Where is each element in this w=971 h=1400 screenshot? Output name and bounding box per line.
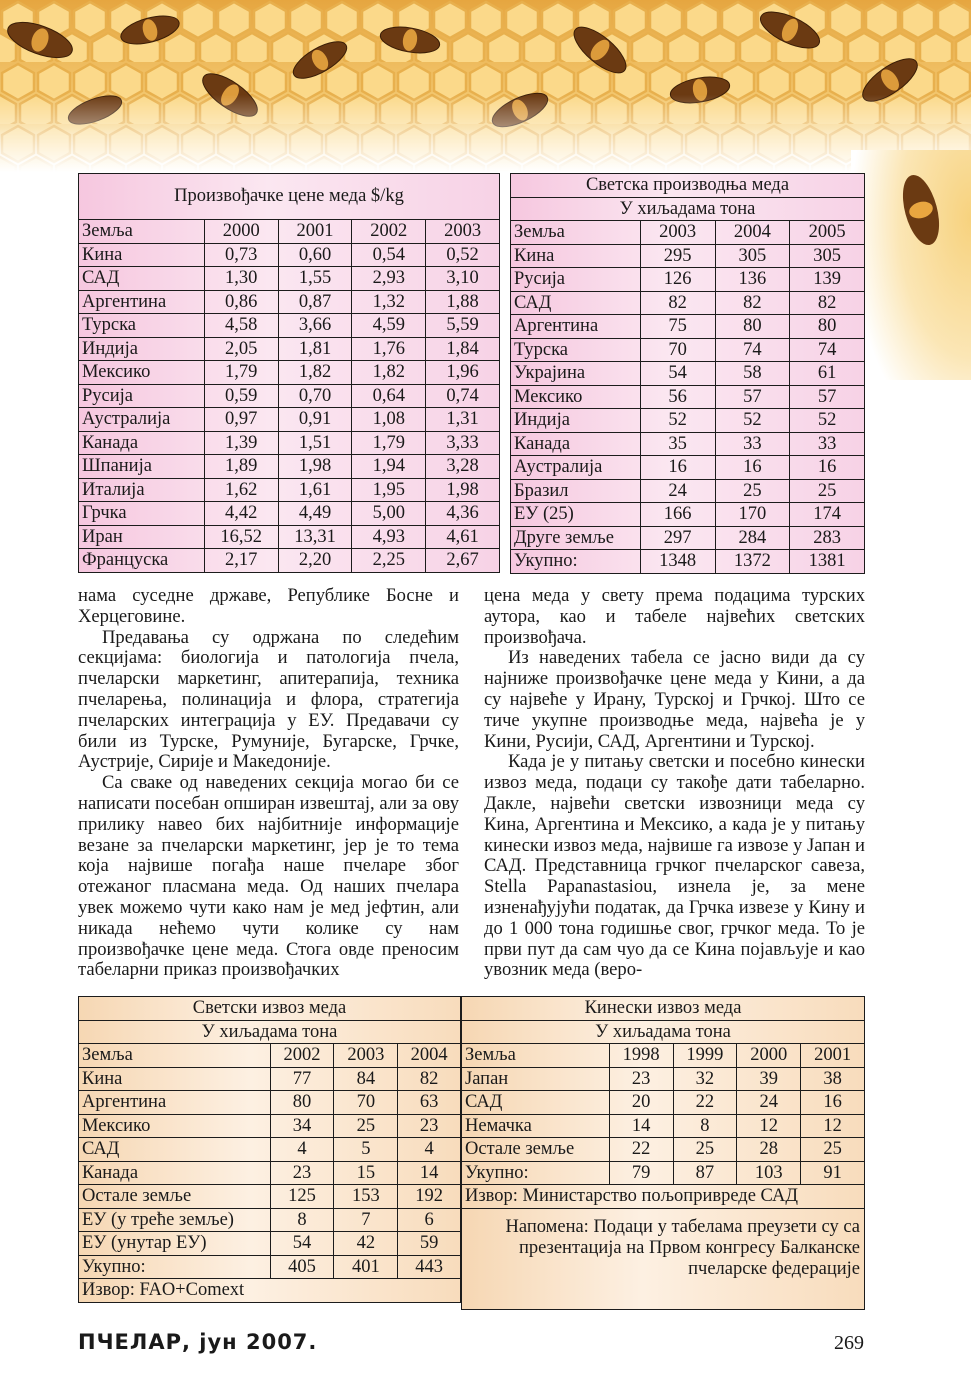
table-cell: 0,73 xyxy=(204,243,278,267)
table-cell: 1372 xyxy=(715,550,790,574)
table-cell: 54 xyxy=(640,362,715,386)
column-header: 1998 xyxy=(609,1044,673,1068)
table-cell: 295 xyxy=(640,244,715,268)
row-label: Индија xyxy=(511,409,641,433)
table-cell: 82 xyxy=(715,291,790,315)
table-row xyxy=(79,525,500,549)
row-label: Аргентина xyxy=(79,290,205,314)
table-row xyxy=(79,1208,461,1232)
table-cell: 25 xyxy=(334,1114,398,1138)
table-row xyxy=(79,243,500,267)
row-label: Немачка xyxy=(462,1114,610,1138)
table-cell: 1,61 xyxy=(278,478,352,502)
table-source: Извор: Министарство пољопривреде САД xyxy=(462,1185,865,1209)
table-cell: 25 xyxy=(790,479,865,503)
table-cell: 59 xyxy=(398,1232,461,1256)
row-label: Аргентина xyxy=(511,315,641,339)
paragraph: Предавања су одржана по следећим секцијама: биологија и патологија пчела, пчеларски маркетинг, апитерапија, техника пчеларења, полинација и флора, стратегија пчеларских интеграција у ЕУ. Предавачи су били из Турске, Румуније, Бугарске, Грчке, Аустрије, Сирије и Македоније. xyxy=(78,626,459,773)
table-row xyxy=(511,456,865,480)
table-cell: 1,95 xyxy=(352,478,426,502)
table-cell: 79 xyxy=(609,1161,673,1185)
page-number: 269 xyxy=(834,1332,864,1354)
row-label: Укупно: xyxy=(79,1255,271,1279)
table-cell: 0,52 xyxy=(426,243,500,267)
table-cell: 0,86 xyxy=(204,290,278,314)
table-cell: 1,79 xyxy=(352,431,426,455)
table-cell: 4 xyxy=(398,1138,461,1162)
table-cell: 1,94 xyxy=(352,455,426,479)
table-cell: 2,67 xyxy=(426,549,500,573)
table-cell: 166 xyxy=(640,503,715,527)
table-cell: 0,60 xyxy=(278,243,352,267)
table-cell: 12 xyxy=(801,1114,865,1138)
row-label: Аргентина xyxy=(79,1091,271,1115)
table-cell: 16 xyxy=(715,456,790,480)
table-row xyxy=(462,1114,865,1138)
table-header-row xyxy=(462,1044,865,1068)
table-cell: 35 xyxy=(640,432,715,456)
article-column-right xyxy=(484,586,865,981)
table-cell: 77 xyxy=(270,1067,334,1091)
table-subtitle-row xyxy=(462,1020,865,1044)
table-cell: 23 xyxy=(398,1114,461,1138)
column-header: Земља xyxy=(462,1044,610,1068)
table-cell: 0,64 xyxy=(352,384,426,408)
table-cell: 80 xyxy=(715,315,790,339)
table-cell: 14 xyxy=(609,1114,673,1138)
table-row xyxy=(511,526,865,550)
table-row xyxy=(79,361,500,385)
table-row xyxy=(79,502,500,526)
column-header: 2002 xyxy=(352,220,426,244)
table-cell: 4,58 xyxy=(204,314,278,338)
row-label: Турска xyxy=(79,314,205,338)
table-row xyxy=(462,1138,865,1162)
paragraph: Са сваке од наведених секција могао би се написати посебан опширан извештај, али за ову прилику навео бих најбитније информације везане за пчеларски маркетинг, јер је то тема која највише погађа наше пчеларе због отежаног пласмана меда. Од наших пчелара увек можемо чути како нам је мед јефтин, али никада нећемо чути колике су нам произвођачке цене меда. Стога овде преносим табеларни приказ произвођачких xyxy=(78,772,459,981)
column-header: Земља xyxy=(79,1044,271,1068)
journal-footer: ПЧЕЛАР, јун 2007. xyxy=(78,1330,318,1354)
row-label: Кина xyxy=(79,243,205,267)
table-cell: 82 xyxy=(640,291,715,315)
row-label: Грчка xyxy=(79,502,205,526)
column-header: 2004 xyxy=(398,1044,461,1068)
table-cell: 13,31 xyxy=(278,525,352,549)
table-title-row xyxy=(79,997,461,1021)
table-cell: 5,00 xyxy=(352,502,426,526)
row-label: САД xyxy=(462,1091,610,1115)
table-cell: 87 xyxy=(673,1161,737,1185)
table-cell: 80 xyxy=(270,1091,334,1115)
table-row xyxy=(79,290,500,314)
table-cell: 63 xyxy=(398,1091,461,1115)
row-label: Француска xyxy=(79,549,205,573)
column-header: 2003 xyxy=(426,220,500,244)
table-subtitle-row xyxy=(511,197,865,221)
table-cell: 25 xyxy=(715,479,790,503)
table-cell: 80 xyxy=(790,315,865,339)
table-row xyxy=(462,1067,865,1091)
table-cell: 20 xyxy=(609,1091,673,1115)
table-cell: 4 xyxy=(270,1138,334,1162)
table-row xyxy=(79,1161,461,1185)
table-cell: 1,88 xyxy=(426,290,500,314)
table-cell: 1381 xyxy=(790,550,865,574)
table-cell: 1,98 xyxy=(426,478,500,502)
table-row xyxy=(79,549,500,573)
table-row xyxy=(79,408,500,432)
row-label: САД xyxy=(79,1138,271,1162)
table-cell: 283 xyxy=(790,526,865,550)
table-cell: 23 xyxy=(609,1067,673,1091)
table-cell: 1,39 xyxy=(204,431,278,455)
table-header-row xyxy=(511,221,865,245)
table-cell: 1,62 xyxy=(204,478,278,502)
column-header: 2005 xyxy=(790,221,865,245)
table-row xyxy=(79,314,500,338)
table-cell: 7 xyxy=(334,1208,398,1232)
table-cell: 16,52 xyxy=(204,525,278,549)
table-cell: 38 xyxy=(801,1067,865,1091)
table-row xyxy=(79,1185,461,1209)
table-row xyxy=(462,1091,865,1115)
table-cell: 0,87 xyxy=(278,290,352,314)
table-cell: 170 xyxy=(715,503,790,527)
article-column-left xyxy=(78,586,459,981)
table-cell: 24 xyxy=(737,1091,801,1115)
table-cell: 1,30 xyxy=(204,267,278,291)
world-export-table xyxy=(78,996,461,1303)
paragraph: нама суседне државе, Републике Босне и Херцеговине. xyxy=(78,585,459,627)
column-header: 1999 xyxy=(673,1044,737,1068)
row-label: Канада xyxy=(79,1161,271,1185)
column-header: 2003 xyxy=(640,221,715,245)
table-title: Светски извоз меда xyxy=(79,997,461,1021)
row-label: Кина xyxy=(79,1067,271,1091)
column-header: 2002 xyxy=(270,1044,334,1068)
table-cell: 14 xyxy=(398,1161,461,1185)
table-cell: 16 xyxy=(801,1091,865,1115)
table-cell: 74 xyxy=(715,338,790,362)
paragraph: цена меда у свету према подацима турских аутора, као и табеле највећих светских произвођача. xyxy=(484,585,865,648)
table-cell: 25 xyxy=(673,1138,737,1162)
table-cell: 305 xyxy=(715,244,790,268)
table-title-row xyxy=(511,174,865,198)
row-label: Остале земље xyxy=(79,1185,271,1209)
table-cell: 1,98 xyxy=(278,455,352,479)
row-label: ЕУ (унутар ЕУ) xyxy=(79,1232,271,1256)
column-header: Земља xyxy=(79,220,205,244)
table-row xyxy=(79,1232,461,1256)
row-label: Турска xyxy=(511,338,641,362)
row-label: ЕУ (у треће земље) xyxy=(79,1208,271,1232)
table-cell: 32 xyxy=(673,1067,737,1091)
table-cell: 8 xyxy=(673,1114,737,1138)
table-cell: 84 xyxy=(334,1067,398,1091)
table-cell: 297 xyxy=(640,526,715,550)
row-label: Јапан xyxy=(462,1067,610,1091)
table-source-row xyxy=(79,1279,461,1303)
row-label: Аустралија xyxy=(511,456,641,480)
row-label: Друге земље xyxy=(511,526,641,550)
table-cell: 58 xyxy=(715,362,790,386)
table-title: Светска производња меда xyxy=(511,174,865,198)
row-label: Италија xyxy=(79,478,205,502)
table-cell: 1,31 xyxy=(426,408,500,432)
row-label: Шпанија xyxy=(79,455,205,479)
row-label: Мексико xyxy=(511,385,641,409)
table-row xyxy=(511,479,865,503)
table-cell: 56 xyxy=(640,385,715,409)
table-row xyxy=(79,431,500,455)
table-row xyxy=(79,455,500,479)
table-cell: 8 xyxy=(270,1208,334,1232)
paragraph: Када је у питању светски и посебно кинески извоз меда, подаци су такође дати табеларно. Дакле, највећи светски извозници меда су Кина, Аргентина и Мексико, а када је у питању кинески извоз меда, највише га извозе у Јапан и САД. Представница грчког пчеларског савеза, Stella Papanastasiou, изнела је, за мене изненађујући податак, да Грчка извезе у Кину и до 1 000 тона годишње свог, грчког меда. То је први пут да сам чуо да се Кина појављује и као увозник меда (веро- xyxy=(484,751,865,981)
table-cell: 70 xyxy=(334,1091,398,1115)
table-cell: 0,54 xyxy=(352,243,426,267)
table-cell: 25 xyxy=(801,1138,865,1162)
row-label: Укупно: xyxy=(511,550,641,574)
table-cell: 23 xyxy=(270,1161,334,1185)
column-header: Земља xyxy=(511,221,641,245)
table-cell: 28 xyxy=(737,1138,801,1162)
table-cell: 24 xyxy=(640,479,715,503)
table-cell: 75 xyxy=(640,315,715,339)
table-cell: 82 xyxy=(790,291,865,315)
table-row xyxy=(511,338,865,362)
table-row xyxy=(511,550,865,574)
table-subtitle: У хиљадама тона xyxy=(511,197,865,221)
table-subtitle: У хиљадама тона xyxy=(79,1020,461,1044)
row-label: Иран xyxy=(79,525,205,549)
table-row xyxy=(79,1255,461,1279)
column-header: 2001 xyxy=(278,220,352,244)
row-label: Бразил xyxy=(511,479,641,503)
table-cell: 1,96 xyxy=(426,361,500,385)
column-header: 2003 xyxy=(334,1044,398,1068)
producer-prices-table xyxy=(78,173,500,573)
table-cell: 4,36 xyxy=(426,502,500,526)
row-label: ЕУ (25) xyxy=(511,503,641,527)
table-cell: 1,32 xyxy=(352,290,426,314)
table-cell: 3,28 xyxy=(426,455,500,479)
table-cell: 1,51 xyxy=(278,431,352,455)
table-row xyxy=(511,244,865,268)
table-title-row xyxy=(462,997,865,1021)
row-label: Индија xyxy=(79,337,205,361)
table-cell: 0,91 xyxy=(278,408,352,432)
table-cell: 153 xyxy=(334,1185,398,1209)
honeycomb-side-decoration xyxy=(851,150,971,380)
table-cell: 34 xyxy=(270,1114,334,1138)
table-cell: 33 xyxy=(715,432,790,456)
table-cell: 136 xyxy=(715,268,790,292)
table-row xyxy=(511,291,865,315)
table-title: Кинески извоз меда xyxy=(462,997,865,1021)
table-cell: 33 xyxy=(790,432,865,456)
table-cell: 2,25 xyxy=(352,549,426,573)
row-label: Мексико xyxy=(79,361,205,385)
table-cell: 1,55 xyxy=(278,267,352,291)
table-source: Извор: FAO+Comext xyxy=(79,1279,461,1303)
table-cell: 4,61 xyxy=(426,525,500,549)
table-cell: 54 xyxy=(270,1232,334,1256)
row-label: Укупно: xyxy=(462,1161,610,1185)
table-cell: 3,66 xyxy=(278,314,352,338)
table-cell: 12 xyxy=(737,1114,801,1138)
honeycomb-illustration xyxy=(0,0,971,172)
table-cell: 52 xyxy=(790,409,865,433)
table-cell: 1,79 xyxy=(204,361,278,385)
table-cell: 284 xyxy=(715,526,790,550)
table-row xyxy=(462,1161,865,1185)
table-cell: 39 xyxy=(737,1067,801,1091)
table-cell: 126 xyxy=(640,268,715,292)
row-label: Украјина xyxy=(511,362,641,386)
table-cell: 0,70 xyxy=(278,384,352,408)
table-cell: 22 xyxy=(609,1138,673,1162)
table-cell: 1,84 xyxy=(426,337,500,361)
table-cell: 2,05 xyxy=(204,337,278,361)
row-label: Остале земље xyxy=(462,1138,610,1162)
table-cell: 443 xyxy=(398,1255,461,1279)
table-subtitle-row xyxy=(79,1020,461,1044)
table-cell: 2,20 xyxy=(278,549,352,573)
table-cell: 42 xyxy=(334,1232,398,1256)
table-cell: 405 xyxy=(270,1255,334,1279)
table-cell: 5,59 xyxy=(426,314,500,338)
table-cell: 15 xyxy=(334,1161,398,1185)
table-cell: 57 xyxy=(790,385,865,409)
china-export-table xyxy=(461,996,865,1310)
table-cell: 103 xyxy=(737,1161,801,1185)
table-cell: 174 xyxy=(790,503,865,527)
paragraph: Из наведених табела се јасно види да су најниже произвођачке цене меда у Кини, а да су највеће у Ирану, Турској и Грчкој. Што се тиче укупне производње меда, највећа је у Кини, Русији, САД, Аргентини и Турској. xyxy=(484,647,865,752)
world-production-table xyxy=(510,173,865,574)
table-cell: 1,82 xyxy=(278,361,352,385)
table-cell: 22 xyxy=(673,1091,737,1115)
column-header: 2000 xyxy=(204,220,278,244)
table-title-row xyxy=(79,174,500,220)
table-cell: 2,17 xyxy=(204,549,278,573)
table-cell: 125 xyxy=(270,1185,334,1209)
table-cell: 3,10 xyxy=(426,267,500,291)
table-row xyxy=(511,409,865,433)
table-title: Произвођачке цене меда $/kg xyxy=(79,174,500,220)
table-cell: 0,74 xyxy=(426,384,500,408)
table-row xyxy=(79,337,500,361)
table-row xyxy=(511,503,865,527)
row-label: САД xyxy=(511,291,641,315)
table-row xyxy=(79,1091,461,1115)
table-cell: 1,76 xyxy=(352,337,426,361)
table-cell: 192 xyxy=(398,1185,461,1209)
table-cell: 52 xyxy=(715,409,790,433)
table-cell: 4,42 xyxy=(204,502,278,526)
table-cell: 3,33 xyxy=(426,431,500,455)
row-label: САД xyxy=(79,267,205,291)
table-row xyxy=(511,385,865,409)
column-header: 2001 xyxy=(801,1044,865,1068)
table-cell: 4,49 xyxy=(278,502,352,526)
table-row xyxy=(79,1114,461,1138)
row-label: Канада xyxy=(79,431,205,455)
table-cell: 1,82 xyxy=(352,361,426,385)
table-cell: 57 xyxy=(715,385,790,409)
table-cell: 305 xyxy=(790,244,865,268)
table-cell: 5 xyxy=(334,1138,398,1162)
table-cell: 401 xyxy=(334,1255,398,1279)
table-cell: 16 xyxy=(790,456,865,480)
table-cell: 70 xyxy=(640,338,715,362)
table-cell: 6 xyxy=(398,1208,461,1232)
table-cell: 0,97 xyxy=(204,408,278,432)
table-cell: 52 xyxy=(640,409,715,433)
column-header: 2000 xyxy=(737,1044,801,1068)
row-label: Мексико xyxy=(79,1114,271,1138)
table-header-row xyxy=(79,220,500,244)
row-label: Русија xyxy=(79,384,205,408)
table-cell: 1,81 xyxy=(278,337,352,361)
table-row xyxy=(79,478,500,502)
table-cell: 1348 xyxy=(640,550,715,574)
table-note: Напомена: Подаци у табелама преузети су са презентација на Првом конгресу Балканске пчеларске федерације xyxy=(462,1208,865,1309)
table-header-row xyxy=(79,1044,461,1068)
table-row xyxy=(79,1138,461,1162)
table-row xyxy=(79,384,500,408)
table-row xyxy=(511,268,865,292)
row-label: Канада xyxy=(511,432,641,456)
table-row xyxy=(511,362,865,386)
table-cell: 91 xyxy=(801,1161,865,1185)
table-note-row xyxy=(462,1208,865,1309)
table-cell: 1,89 xyxy=(204,455,278,479)
table-cell: 139 xyxy=(790,268,865,292)
table-cell: 82 xyxy=(398,1067,461,1091)
table-row xyxy=(79,1067,461,1091)
row-label: Русија xyxy=(511,268,641,292)
row-label: Аустралија xyxy=(79,408,205,432)
table-cell: 16 xyxy=(640,456,715,480)
table-source-row xyxy=(462,1185,865,1209)
honeycomb-banner xyxy=(0,0,971,172)
table-row xyxy=(79,267,500,291)
row-label: Кина xyxy=(511,244,641,268)
table-subtitle: У хиљадама тона xyxy=(462,1020,865,1044)
table-row xyxy=(511,315,865,339)
table-cell: 74 xyxy=(790,338,865,362)
table-cell: 1,08 xyxy=(352,408,426,432)
table-cell: 4,93 xyxy=(352,525,426,549)
table-cell: 2,93 xyxy=(352,267,426,291)
column-header: 2004 xyxy=(715,221,790,245)
table-cell: 61 xyxy=(790,362,865,386)
table-cell: 0,59 xyxy=(204,384,278,408)
table-row xyxy=(511,432,865,456)
table-cell: 4,59 xyxy=(352,314,426,338)
